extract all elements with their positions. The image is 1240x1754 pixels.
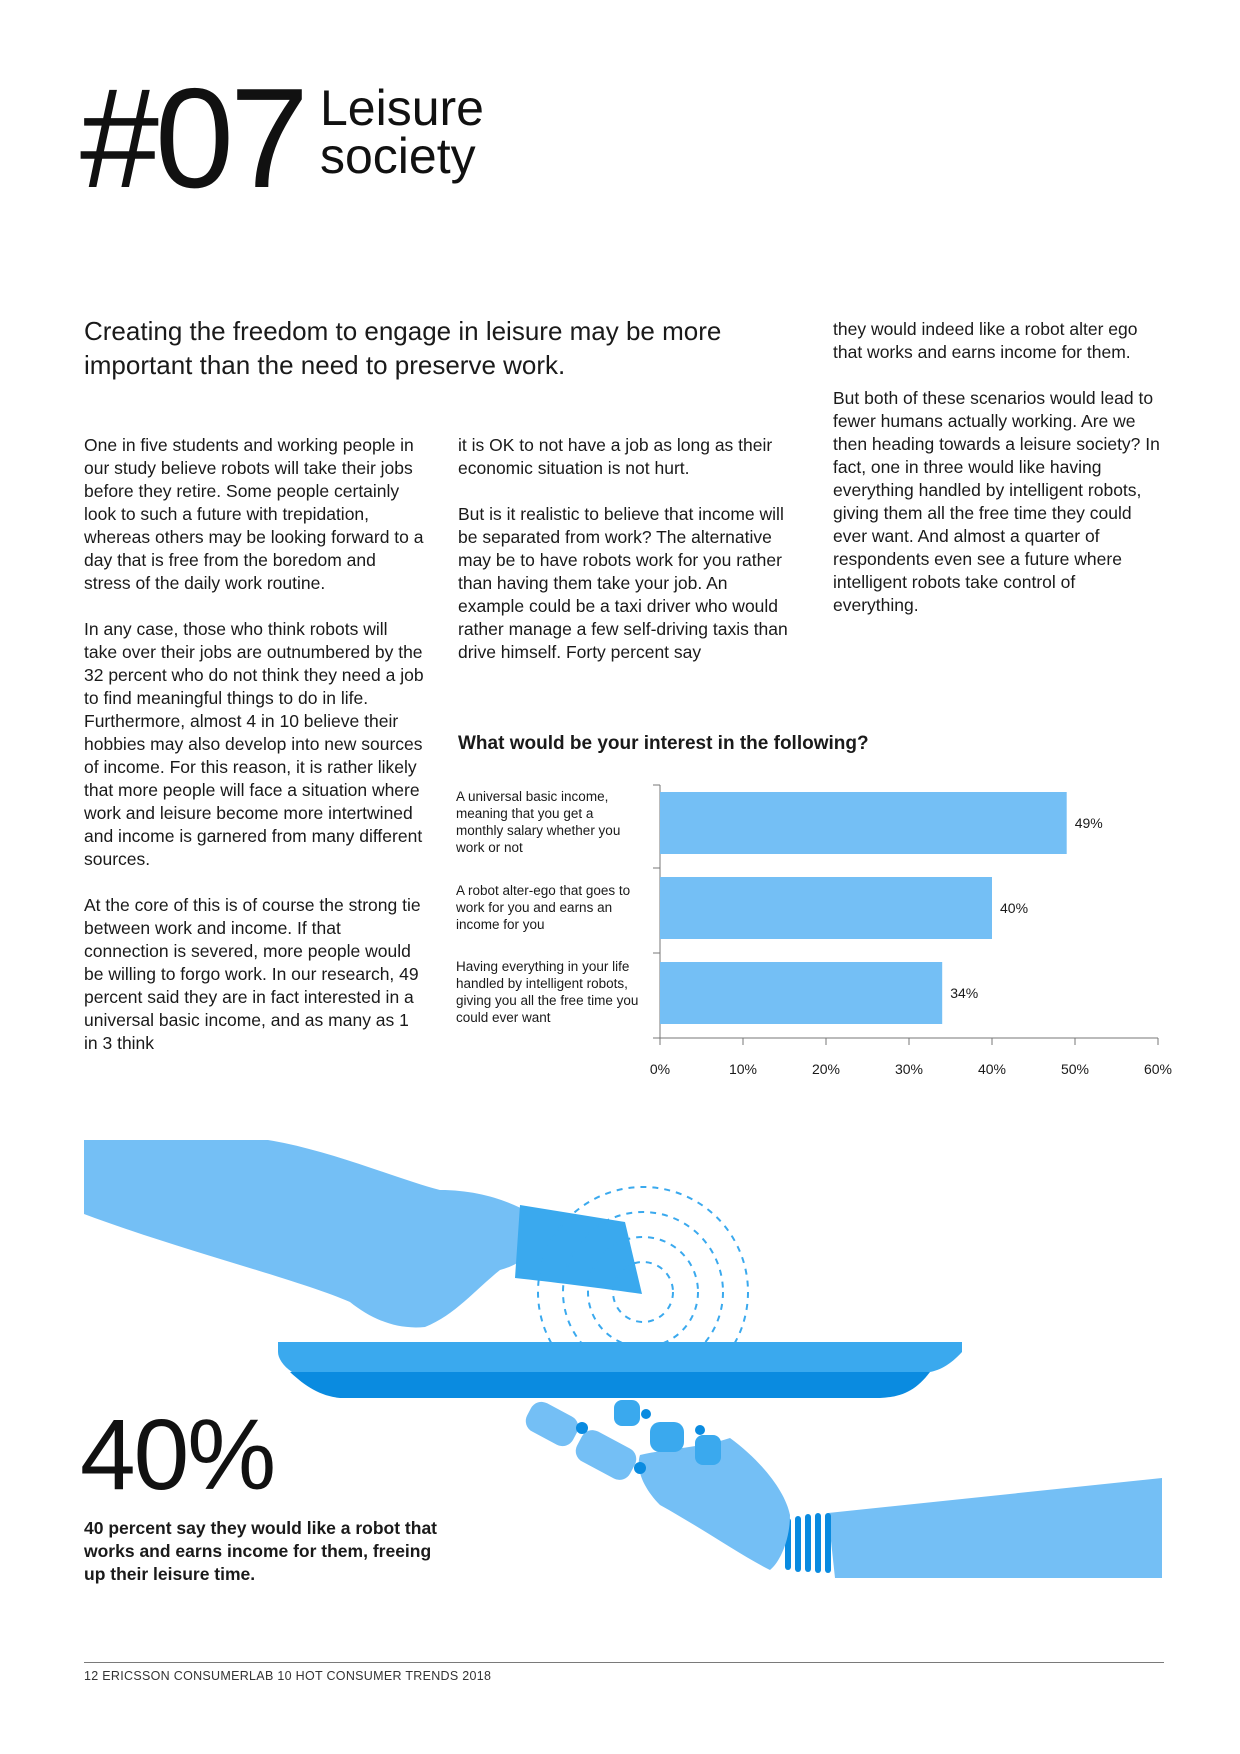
chart-x-tick-label: 50% <box>1060 1061 1090 1077</box>
paragraph: At the core of this is of course the strong tie between work and income. If that connection is severed, more people would be willing to forgo work. In our research, 49 percent said they are in fact interested in a universal basic income, and as many as 1 in 3 think <box>84 895 421 1053</box>
stat-value: 40% <box>80 1399 275 1511</box>
chart-x-tick-label: 30% <box>894 1061 924 1077</box>
human-hand-icon <box>84 1140 550 1327</box>
chart-x-tick-label: 40% <box>977 1061 1007 1077</box>
paragraph: it is OK to not have a job as long as their economic situation is not hurt. <box>458 435 773 478</box>
section-title-line1: Leisure <box>320 80 484 136</box>
chart-x-tick-label: 20% <box>811 1061 841 1077</box>
paragraph: One in five students and working people in our study believe robots will take their jobs before they retire. Some people certainly look to such a future with trepidation, whereas others may be looking forward to a day that is free from the boredom and stress of the daily work routine. <box>84 435 424 593</box>
chart-bar <box>660 877 992 939</box>
chart-title: What would be your interest in the following? <box>458 733 869 754</box>
stat-description: 40 percent say they would like a robot that works and earns income for them, freeing up their leisure time. <box>84 1518 438 1584</box>
chart-bar <box>660 962 942 1024</box>
chart-data-label: 40% <box>1000 900 1029 916</box>
chart-x-tick-label: 60% <box>1143 1061 1173 1077</box>
chart-category-label: Having everything in your life handled by intelligent robots, giving you all the free time you could ever want <box>456 959 639 1025</box>
tray-icon <box>278 1342 962 1372</box>
chart-data-label: 34% <box>950 985 979 1001</box>
card-icon <box>515 1205 642 1294</box>
chart-category-label: A universal basic income, meaning that you get a monthly salary whether you work or not <box>456 789 621 855</box>
intro-text: Creating the freedom to engage in leisure may be more important than the need to preserve work. <box>84 316 722 380</box>
paragraph: But is it realistic to believe that income will be separated from work? The alternative may be to have robots work for you rather than having them take your job. An example could be a taxi driver who would rather manage a few self-driving taxis than drive himself. Forty percent say <box>458 504 788 662</box>
chart-x-tick-label: 10% <box>728 1061 758 1077</box>
chart-bar <box>660 792 1067 854</box>
footer-divider <box>84 1662 1164 1663</box>
robot-wrist-coil <box>785 1513 831 1573</box>
robot-arm-icon <box>828 1478 1162 1578</box>
section-title-line2: society <box>320 128 476 184</box>
chart-data-label: 49% <box>1074 815 1103 831</box>
page-footer: 12 ERICSSON CONSUMERLAB 10 HOT CONSUMER TRENDS 2018 <box>84 1669 492 1683</box>
chart-category-label: A robot alter-ego that goes to work for you and earns an income for you <box>456 883 631 932</box>
paragraph: they would indeed like a robot alter ego that works and earns income for them. <box>833 319 1138 362</box>
tray-rim <box>290 1372 930 1398</box>
paragraph: In any case, those who think robots will take over their jobs are outnumbered by the 32 percent who do not think they need a job to find meaningful things to do in life. Furthermore, almost 4 in 10 believe their hobbies may also develop into new sources of income. For this reason, it is rather likely that more people will face a situation where work and leisure become more intertwined and income is garnered from many different sources. <box>84 619 424 869</box>
section-number: #07 <box>80 59 305 218</box>
chart-x-tick-label: 0% <box>649 1061 671 1077</box>
paragraph: But both of these scenarios would lead to fewer humans actually working. Are we then heading towards a leisure society? In fact, one in three would like having everything handled by intelligent robots, giving them all the free time they could ever want. And almost a quarter of respondents even see a future where intelligent robots take control of everything. <box>833 388 1160 615</box>
